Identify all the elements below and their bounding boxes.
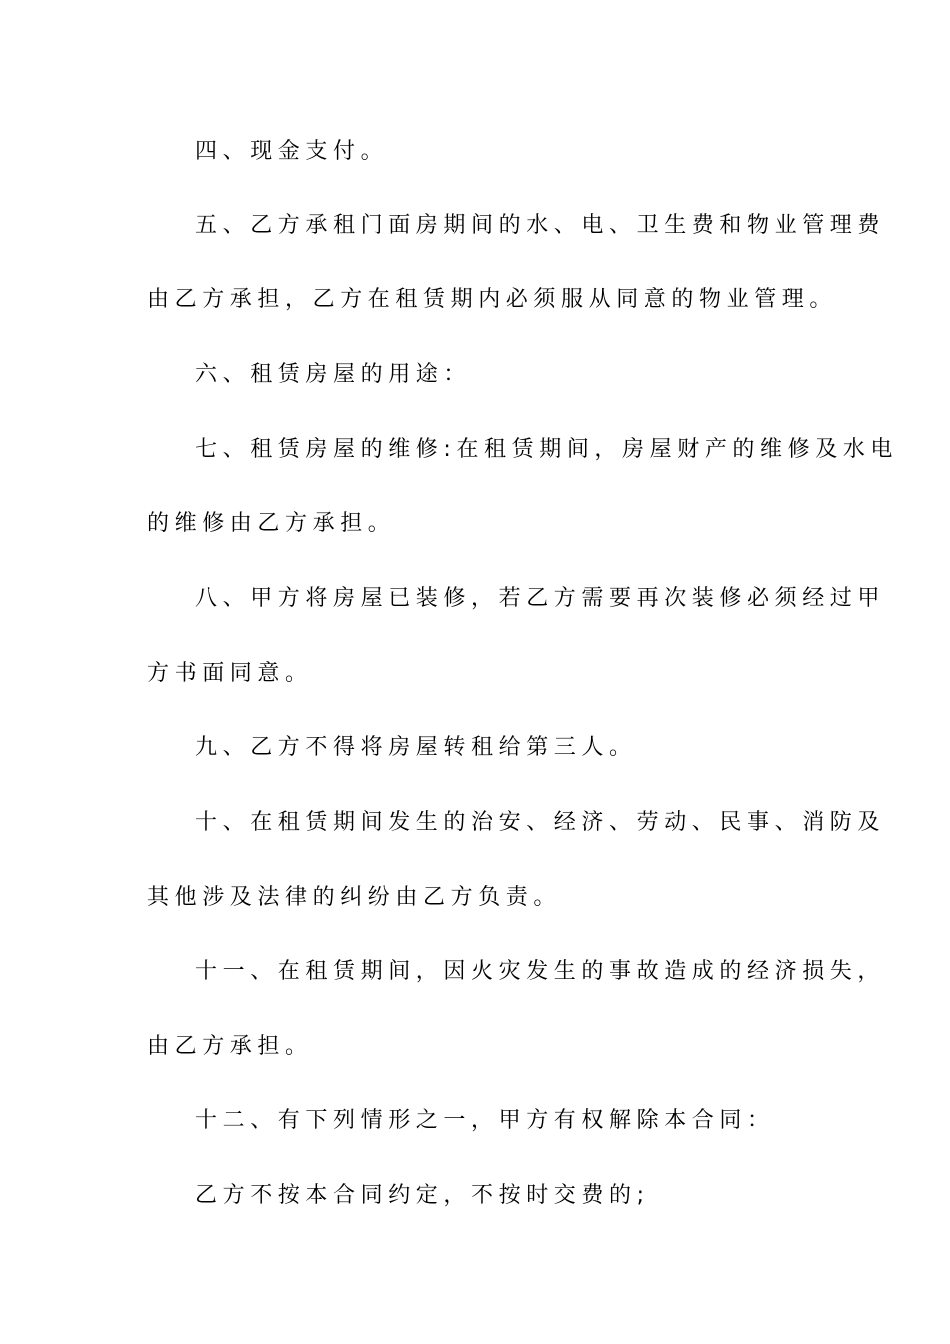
clause-11-line-2: 由乙方承担。 <box>147 1034 313 1059</box>
clause-10-line-2: 其他涉及法律的纠纷由乙方负责。 <box>147 885 562 910</box>
clause-8-line-2: 方书面同意。 <box>147 661 313 686</box>
clause-6: 六、租赁房屋的用途： <box>195 362 472 387</box>
clause-7-line-2: 的维修由乙方承担。 <box>147 511 396 536</box>
clause-9: 九、乙方不得将房屋转租给第三人。 <box>195 735 637 760</box>
clause-12: 十二、有下列情形之一，甲方有权解除本合同： <box>195 1108 775 1133</box>
clause-4: 四、现金支付。 <box>195 139 389 164</box>
clause-11-line-1: 十一、在租赁期间，因火灾发生的事故造成的经济损失， <box>195 959 886 984</box>
clause-5-line-1: 五、乙方承租门面房期间的水、电、卫生费和物业管理费 <box>195 213 886 238</box>
clause-8-line-1: 八、甲方将房屋已装修，若乙方需要再次装修必须经过甲 <box>195 586 886 611</box>
clause-7-line-1: 七、租赁房屋的维修:在租赁期间，房屋财产的维修及水电 <box>195 437 899 462</box>
clause-10-line-1: 十、在租赁期间发生的治安、经济、劳动、民事、消防及 <box>195 810 886 835</box>
clause-5-line-2: 由乙方承担，乙方在租赁期内必须服从同意的物业管理。 <box>147 287 838 312</box>
clause-12-item-1: 乙方不按本合同约定，不按时交费的; <box>195 1183 650 1208</box>
